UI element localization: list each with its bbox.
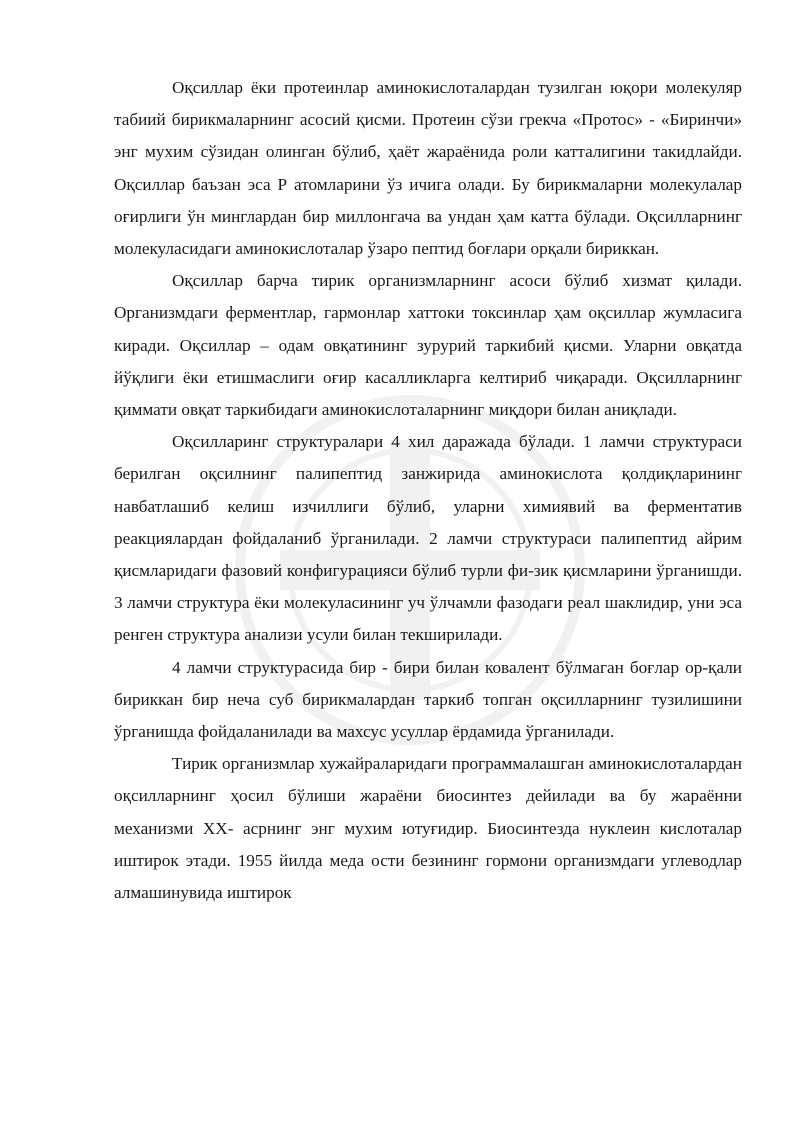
paragraph-5: Тирик организмлар хужайраларидаги программалашган аминокислоталардан оқсилларнинг ҳосил бўлиши жараёни биосинтез дейилади ва бу жараённи механизми ХХ- асрнинг энг мухим ютуғидир. Биосинтезда нуклеин кислоталар иштирок этади. 1955 йилда меда ости безининг гормони организмдаги углеводлар алмашинувида иштирок [114,754,742,903]
paragraph-1: Оқсиллар ёки протеинлар аминокислоталардан тузилган юқори молекуляр табиий бирикмаларнинг асосий қисми. Протеин сўзи грекча «Протос» - «Биринчи» энг мухим сўзидан олинган бўлиб, ҳаёт жараёнида роли катталигини такидлайди. Оқсиллар баъзан эса Р атомларини ўз ичига олади. Бу бирикмаларни молекулалар оғирлиги ўн минглардан бир миллонгача ва ундан ҳам катта бўлади. Оқсилларнинг молекуласидаги аминокислоталар ўзаро пептид боғлари орқали бириккан. [114,78,742,259]
paragraph-2: Оқсиллар барча тирик организмларнинг асоси бўлиб хизмат қилади. Организмдаги ферментлар, гармонлар хаттоки токсинлар ҳам оқсиллар жумласига киради. Оқсиллар – одам овқатининг зурурий таркибий қисми. Уларни овқатда йўқлиги ёки етишмаслиги оғир касалликларга келтириб чиқаради. Оқсилларнинг қиммати овқат таркибидаги аминокислоталарнинг миқдори билан аниқлади. [114,271,742,420]
paragraph-4: 4 ламчи структурасида бир - бири билан ковалент бўлмаган боғлар ор-қали бириккан бир неча суб бирикмалардан таркиб топган оқсилларнинг тузилишини ўрганишда фойдаланилади ва махсус усуллар ёрдамида ўрганилади. [114,657,742,742]
body-text [114,72,742,909]
paragraph-3: Оқсилларинг структуралари 4 хил даражада бўлади. 1 ламчи структураси берилган оқсилнинг палипептид занжирида аминокислота қолдиқларининг навбатлашиб келиш изчиллиги бўлиб, уларни химиявий ва ферментатив реакциялардан фойдаланиб ўрганилади. 2 ламчи структураси палипептид айрим қисмларидаги фазовий конфигурацияси бўлиб турли фи-зик қисмларини ўрганишди. 3 ламчи структура ёки молекуласининг уч ўлчамли фазодаги реал шаклидир, уни эса ренген структура анализи усули билан текширилади. [114,432,742,645]
